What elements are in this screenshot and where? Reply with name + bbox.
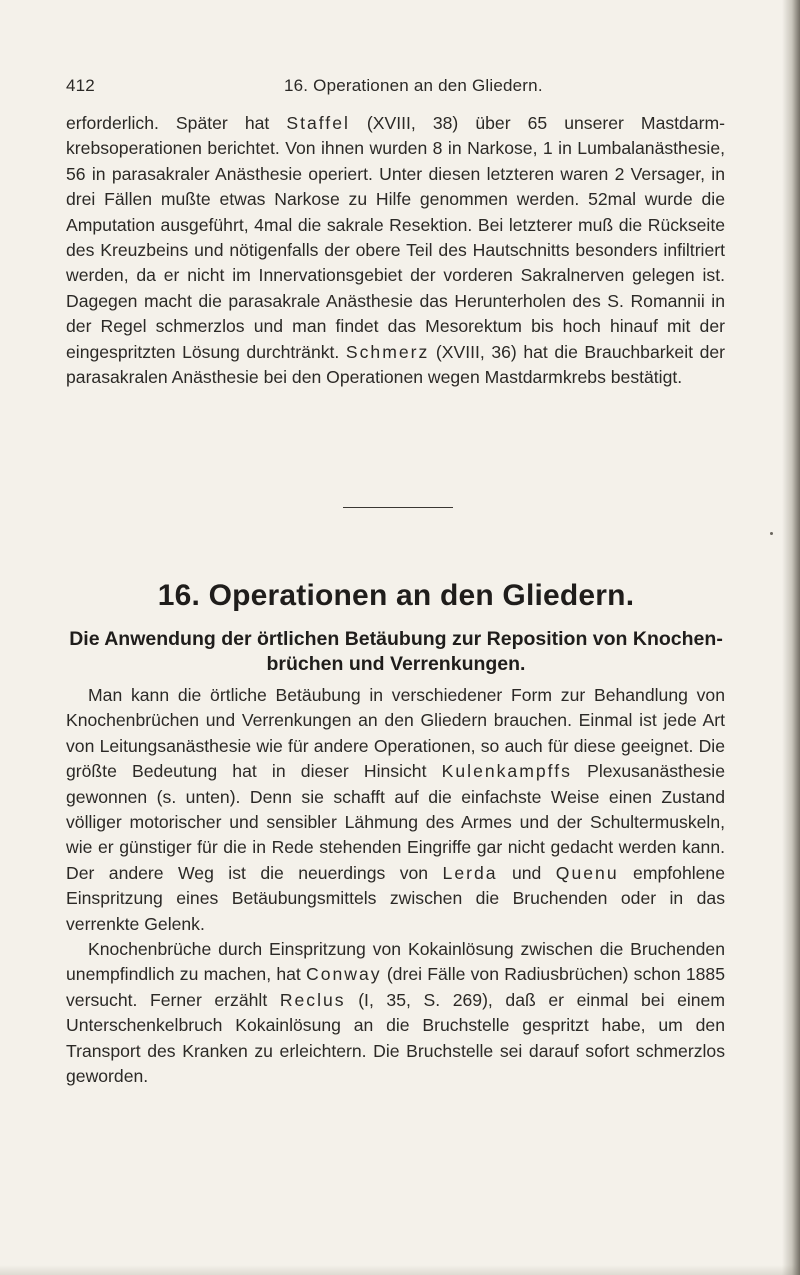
text-run: (XVIII, 36) hat die Brauchbarkeit der parasakralen Anästhesie bei den Operationen wegen Mastdarmkrebs bestätigt. <box>66 341 725 388</box>
intro-paragraph <box>66 111 725 390</box>
text-run: (drei Fälle von Radiusbrüchen) schon 1885 versucht. Ferner erzählt <box>66 964 725 1010</box>
subsection-title: Die Anwendung der örtlichen Betäubung zur Reposition von Knochenbrüchen und Verrenkungen. <box>69 628 723 675</box>
text-run: (I, 35, S. 269), daß er einmal bei einem Unterschenkelbruch Kokainlösung an die Bruchstelle gespritzt habe, um den Transport des Kranken zu erleichtern. Die Bruchstelle sei darauf sofort schmerzlos geworden. <box>66 989 725 1087</box>
text-run: Knochenbrüche durch Einspritzung von Kokainlösung zwischen die Bruchenden unempfindlich zu machen, hat <box>66 939 725 985</box>
text-run: erforderlich. Später hat <box>66 113 287 133</box>
intro-text <box>66 111 725 390</box>
author-name: Lerda <box>442 862 498 883</box>
margin-speck <box>770 532 773 535</box>
author-name: Conway <box>306 964 382 985</box>
body-text <box>66 683 725 1090</box>
author-name: Kulenkampffs <box>441 761 572 782</box>
author-name: Quenu <box>555 862 619 883</box>
author-name: Schmerz <box>345 341 430 362</box>
page-bottom-shadow <box>0 1265 800 1275</box>
text-run: (XVIII, 38) über 65 unserer Mastdarmkrebsoperationen berichtet. Von ihnen wurden 8 in Narkose, 1 in Lumbalanästhesie, 56 in parasakraler Anästhesie operiert. Unter diesen letzteren waren 2 Versager, in drei Fällen mußte etwas Narkose zu Hilfe genommen werden. 52mal wurde die Amputation ausgeführt, 4mal die sakrale Resektion. Bei letzterer muß die Rückseite des Kreuzbeins und nötigenfalls der obere Teil des Hautschnitts besonders infiltriert werden, da er nicht im Innervationsgebiet der vorderen Sakralnerven gelegen ist. Dagegen macht die parasakrale Anästhesie das Herunterholen des S. Romannii in der Regel schmerzlos und man findet das Mesorektum bis hoch hinauf mit der eingespritzten Lösung durchtränkt. <box>66 113 725 362</box>
text-run: Plexusanästhesie gewonnen (s. unten). Denn sie schafft auf die einfachste Weise einen Zustand völliger motorischer und sensibler Lähmung des Armes und der Schultermuskeln, wie er günstiger für die in Rede stehenden Eingriffe gar nicht gedacht werden kann. Der andere Weg ist die neuerdings von <box>66 761 725 883</box>
page-edge-shadow <box>782 0 800 1275</box>
section-separator-line <box>343 507 453 508</box>
text-run: und <box>497 862 556 883</box>
page-header <box>66 76 726 100</box>
text-run: Man kann die örtliche Betäubung in verschiedener Form zur Behandlung von Knochenbrüchen und Verrenkungen an den Gliedern brauchen. Einmal ist jede Art von Leitungsanästhesie wie für andere Operationen, so auch für diese geeignet. Die größte Bedeutung hat in dieser Hinsicht <box>66 685 725 782</box>
text-run: empfohlene Einspritzung eines Betäubungsmittels zwischen die Bruchenden oder in das verrenkte Gelenk. <box>66 862 725 934</box>
author-name: Staffel <box>286 113 350 133</box>
running-title: 16. Operationen an den Gliedern. <box>284 76 543 95</box>
body-paragraph-2 <box>66 937 725 1089</box>
body-paragraph-1 <box>66 683 725 937</box>
page-number: 412 <box>66 76 95 95</box>
author-name: Reclus <box>279 989 346 1010</box>
section-title: 16. Operationen an den Gliedern. <box>157 579 635 612</box>
